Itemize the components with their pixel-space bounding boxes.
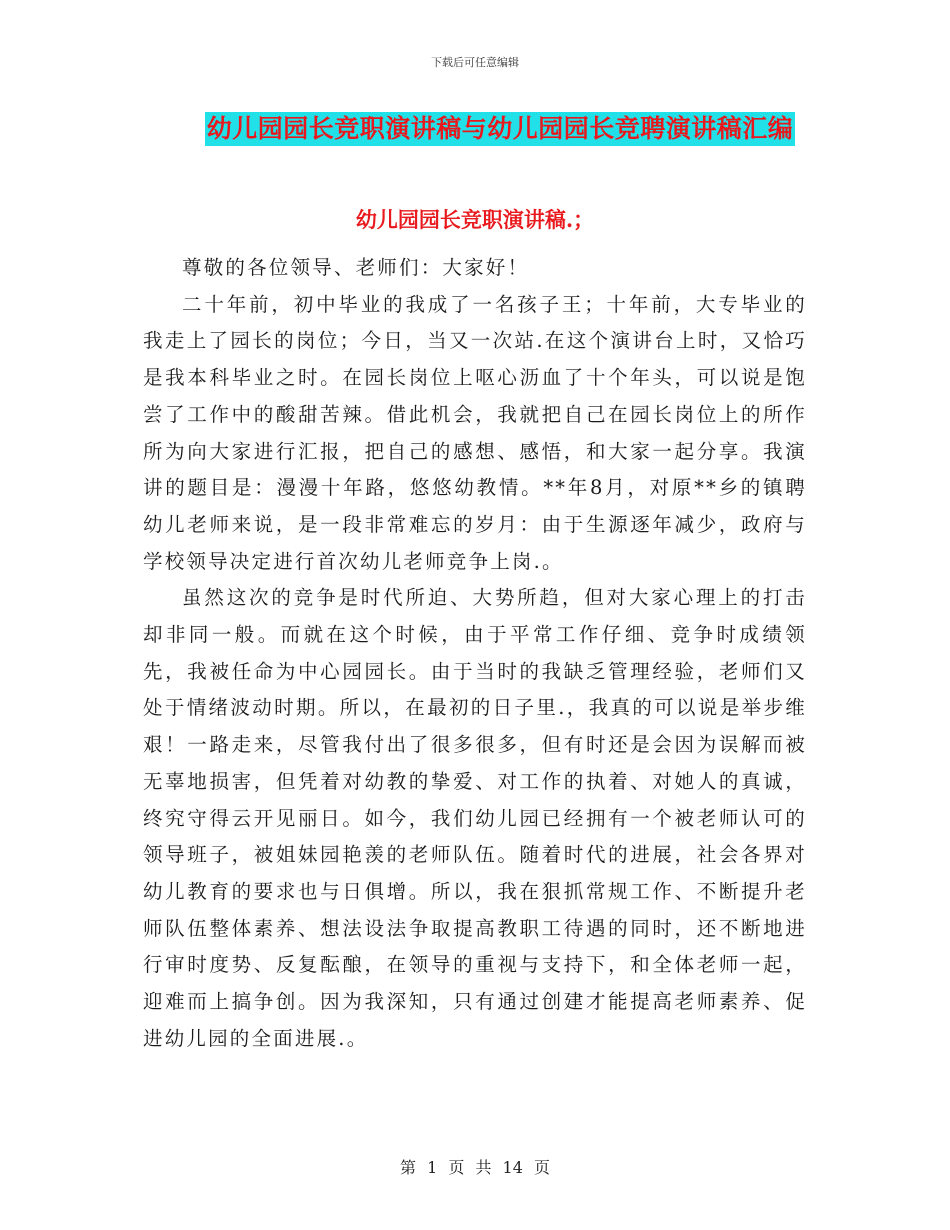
section-title: 幼儿园园长竞职演讲稿.； — [355, 207, 595, 232]
paragraph-2: 虽然这次的竞争是时代所迫、大势所趋，但对大家心理上的打击却非同一般。而就在这个时候，由于平常工作仔细、竞争时成绩领先，我被任命为中心园园长。由于当时的我缺乏管理经验，老师们又处于情绪波动时期。所以，在最初的日子里.，我真的可以说是举步维艰！一路走来，尽管我付出了很多很多，但有时还是会因为误解而被无辜地损害，但凭着对幼教的挚爱、对工作的执着、对她人的真诚，终究守得云开见丽日。如今，我们幼儿园已经拥有一个被老师认可的领导班子，被姐妹园艳羡的老师队伍。随着时代的进展，社会各界对幼儿教育的要求也与日俱增。所以，我在狠抓常规工作、不断提升老师队伍整体素养、想法设法争取提高教职工待遇的同时，还不断地进行审时度势、反复酝酿，在领导的重视与支持下，和全体老师一起，迎难而上搞争创。因为我深知，只有通过创建才能提高老师素养、促进幼儿园的全面进展.。 — [143, 586, 807, 1050]
title-container — [0, 112, 950, 146]
paragraph-1: 二十年前，初中毕业的我成了一名孩子王；十年前，大专毕业的我走上了园长的岗位；今日，当又一次站.在这个演讲台上时，又恰巧是我本科毕业之时。在园长岗位上呕心沥血了十个年头，可以说是饱尝了工作中的酸甜苦辣。借此机会，我就把自己在园长岗位上的所作所为向大家进行汇报，把自己的感想、感悟，和大家一起分享。我演讲的题目是：漫漫十年路，悠悠幼教情。**年8月，对原**乡的镇聘幼儿老师来说，是一段非常难忘的岁月：由于生源逐年减少，政府与学校领导决定进行首次幼儿老师竞争上岗.。 — [143, 292, 807, 573]
document-body — [143, 250, 807, 1057]
page-header-note: 下载后可任意编辑 — [431, 56, 519, 69]
document-title: 幼儿园园长竞职演讲稿与幼儿园园长竞聘演讲稿汇编 — [205, 112, 796, 146]
greeting-line: 尊敬的各位领导、老师们：大家好！ — [182, 256, 530, 279]
page-number-footer: 第 1 页 共 14 页 — [400, 1158, 550, 1177]
